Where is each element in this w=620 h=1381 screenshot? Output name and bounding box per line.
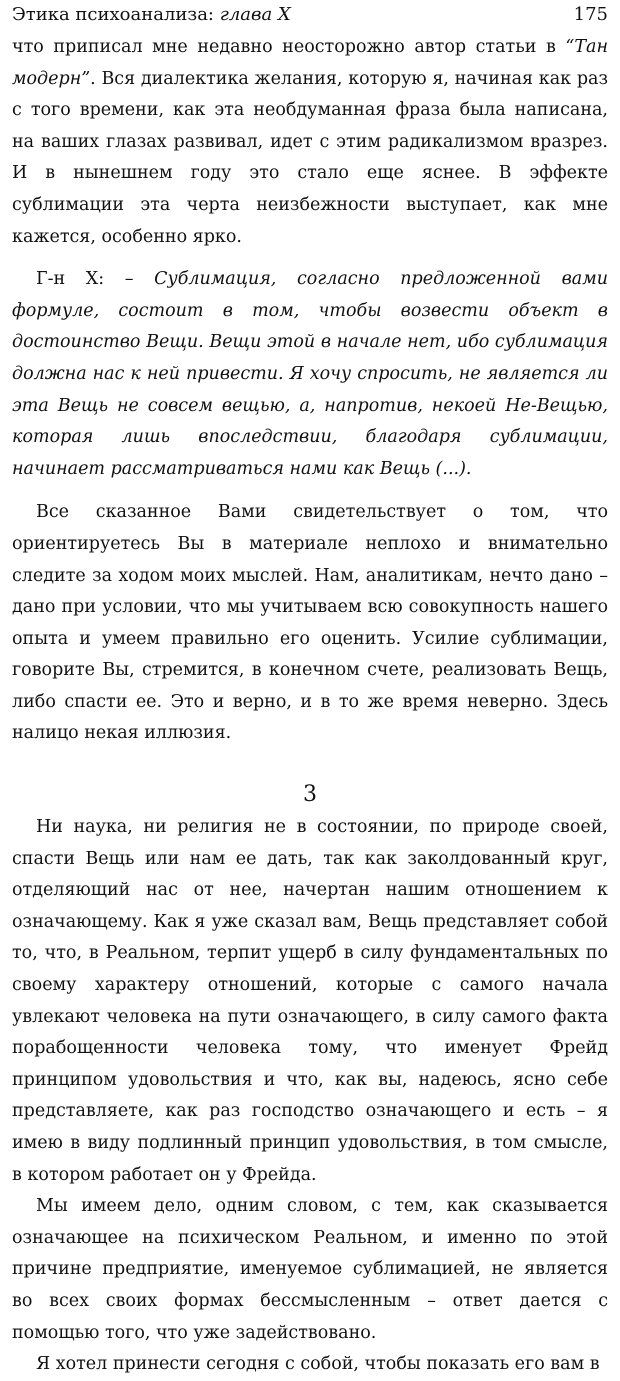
question-text: Сублимация, согласно предложенной вами формуле, состоит в том, чтобы возвести объект в достоинство Вещи. Вещи этой в начале нет, ибо сублимация должна нас к ней привести. Я хочу спросить, не является ли эта Вещь не совсем вещью, а, напротив, некоей Не-Вещью, которая лишь впоследствии, благодаря сублимации, начинает рассматриваться нами как Вещь (...). — [12, 269, 608, 479]
paragraph-answer: Все сказанное Вами свидетельствует о том, что ориентируетесь Вы в материале неплохо и внимательно следите за ходом моих мыслей. Нам, аналитикам, нечто дано – дано при условии, что мы учитываем всю совокупность нашего опыта и умеем правильно его оценить. Усилие сублимации, говорите Вы, стремится, в конечном счете, реализовать Вещь, либо спасти ее. Это и верно, и в то же время неверно. Здесь налицо некая иллюзия. — [12, 502, 608, 744]
chapter-title-italic: глава X — [219, 4, 291, 25]
paragraph-1-text-a: что приписал мне недавно неосторожно автор статьи в — [12, 37, 566, 57]
speaker-label: Г-н X: – — [36, 269, 155, 290]
paragraph-6: Я хотел принести сегодня с собой, чтобы показать его вам в — [36, 1354, 600, 1375]
running-header — [12, 2, 608, 28]
paragraph-question — [12, 264, 608, 485]
paragraph-5: Мы имеем дело, одним словом, с тем, как сказывается означающее на психическом Реальном, и именно по этой причине предприятие, именуемое сублимацией, не является во всех своих формах бессмысленным – ответ дается с помощью того, что уже задействовано. — [12, 1196, 608, 1343]
chapter-title-text: Этика психоанализа: — [12, 4, 220, 25]
running-title — [12, 2, 291, 28]
paragraph-1-text-c: . Вся диалектика желания, которую я, начиная как раз с того времени, как эта необдуманная фраза была написана, на ваших глазах развивал, идет с этим радикализмом вразрез. И в нынешнем году это стало еще яснее. В эффекте сублимации эта черта неизбежности выступает, как мне кажется, особенно ярко. — [12, 68, 608, 247]
page-number: 175 — [573, 4, 608, 25]
page-body — [12, 32, 608, 1381]
journal-title: “Тан модерн” — [12, 37, 608, 89]
paragraph-1 — [12, 32, 608, 253]
section-number: 3 — [303, 782, 317, 808]
paragraph-4: Ни наука, ни религия не в состоянии, по природе своей, спасти Вещь или нам ее дать, так как заколдованный круг, отделяющий нас от нее, начертан нашим отношением к означающему. Как я уже сказал вам, Вещь представляет собой то, что, в Реальном, терпит ущерб в силу фундаментальных по своему характеру отношений, которые с самого начала увлекают человека на пути означающего, в силу самого факта порабощенности человека тому, что именует Фрейд принципом удовольствия и что, как вы, надеюсь, ясно себе представляете, как раз господство означающего и есть – я имею в виду подлинный принцип удовольствия, в том смысле, в котором работает он у Фрейда. — [12, 817, 608, 1185]
